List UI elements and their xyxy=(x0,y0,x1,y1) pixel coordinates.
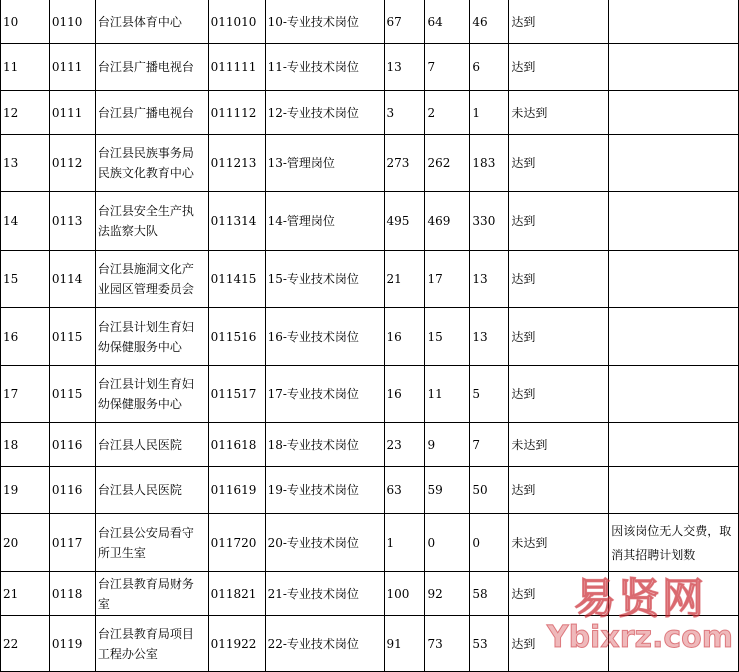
unit-code-cell: 0116 xyxy=(49,467,95,514)
table-row xyxy=(1,91,739,135)
count-1-cell: 16 xyxy=(384,366,425,423)
unit-code-cell: 0116 xyxy=(49,423,95,467)
unit-code-cell: 0110 xyxy=(49,0,95,44)
position-name-cell: 19-专业技术岗位 xyxy=(265,467,384,514)
count-2-cell: 0 xyxy=(425,514,470,572)
remark-cell: 因该岗位无人交费，取消其招聘计划数 xyxy=(609,514,739,572)
status-cell: 达到 xyxy=(509,572,609,616)
position-code-cell: 011821 xyxy=(208,572,265,616)
count-3-cell: 13 xyxy=(470,308,509,366)
table-row xyxy=(1,251,739,308)
position-name-cell: 22-专业技术岗位 xyxy=(265,616,384,672)
table-row xyxy=(1,467,739,514)
remark-cell xyxy=(609,308,739,366)
status-cell: 达到 xyxy=(509,251,609,308)
position-name-cell: 10-专业技术岗位 xyxy=(265,0,384,44)
count-2-cell: 73 xyxy=(425,616,470,672)
watermark-cn: 易贤网 xyxy=(573,574,706,623)
unit-code-cell: 0117 xyxy=(49,514,95,572)
position-name-cell: 16-专业技术岗位 xyxy=(265,308,384,366)
position-code-cell: 011111 xyxy=(208,44,265,91)
position-name-cell: 20-专业技术岗位 xyxy=(265,514,384,572)
count-1-cell: 1 xyxy=(384,514,425,572)
row-number-cell: 22 xyxy=(1,616,50,672)
watermark-logo xyxy=(547,576,733,654)
unit-name-cell: 台江县民族事务局民族文化教育中心 xyxy=(95,135,208,192)
status-cell: 达到 xyxy=(509,467,609,514)
remark-cell xyxy=(609,0,739,44)
remark-cell xyxy=(609,366,739,423)
count-3-cell: 330 xyxy=(470,192,509,251)
row-number-cell: 21 xyxy=(1,572,50,616)
position-code-cell: 011010 xyxy=(208,0,265,44)
count-2-cell: 11 xyxy=(425,366,470,423)
row-number-cell: 11 xyxy=(1,44,50,91)
count-2-cell: 15 xyxy=(425,308,470,366)
remark-cell xyxy=(609,44,739,91)
count-1-cell: 91 xyxy=(384,616,425,672)
count-3-cell: 58 xyxy=(470,572,509,616)
unit-code-cell: 0115 xyxy=(49,366,95,423)
position-name-cell: 12-专业技术岗位 xyxy=(265,91,384,135)
count-2-cell: 2 xyxy=(425,91,470,135)
unit-name-cell: 台江县计划生育妇幼保健服务中心 xyxy=(95,308,208,366)
row-number-cell: 10 xyxy=(1,0,50,44)
remark-cell xyxy=(609,251,739,308)
row-number-cell: 17 xyxy=(1,366,50,423)
table-row xyxy=(1,192,739,251)
unit-name-cell: 台江县教育局项目工程办公室 xyxy=(95,616,208,672)
count-1-cell: 100 xyxy=(384,572,425,616)
count-2-cell: 262 xyxy=(425,135,470,192)
count-3-cell: 46 xyxy=(470,0,509,44)
row-number-cell: 15 xyxy=(1,251,50,308)
count-2-cell: 17 xyxy=(425,251,470,308)
unit-name-cell: 台江县广播电视台 xyxy=(95,91,208,135)
position-name-cell: 17-专业技术岗位 xyxy=(265,366,384,423)
status-cell: 未达到 xyxy=(509,91,609,135)
status-cell: 达到 xyxy=(509,192,609,251)
count-1-cell: 495 xyxy=(384,192,425,251)
status-cell: 未达到 xyxy=(509,514,609,572)
unit-name-cell: 台江县人民医院 xyxy=(95,423,208,467)
count-1-cell: 13 xyxy=(384,44,425,91)
count-2-cell: 469 xyxy=(425,192,470,251)
unit-code-cell: 0115 xyxy=(49,308,95,366)
position-code-cell: 011415 xyxy=(208,251,265,308)
position-name-cell: 18-专业技术岗位 xyxy=(265,423,384,467)
position-name-cell: 11-专业技术岗位 xyxy=(265,44,384,91)
count-1-cell: 63 xyxy=(384,467,425,514)
unit-name-cell: 台江县公安局看守所卫生室 xyxy=(95,514,208,572)
position-code-cell: 011619 xyxy=(208,467,265,514)
position-code-cell: 011720 xyxy=(208,514,265,572)
table-row xyxy=(1,135,739,192)
row-number-cell: 14 xyxy=(1,192,50,251)
count-3-cell: 7 xyxy=(470,423,509,467)
position-name-cell: 21-专业技术岗位 xyxy=(265,572,384,616)
count-2-cell: 59 xyxy=(425,467,470,514)
unit-code-cell: 0118 xyxy=(49,572,95,616)
table-row xyxy=(1,423,739,467)
unit-name-cell: 台江县教育局财务室 xyxy=(95,572,208,616)
table-row xyxy=(1,308,739,366)
position-code-cell: 011314 xyxy=(208,192,265,251)
count-1-cell: 21 xyxy=(384,251,425,308)
count-2-cell: 92 xyxy=(425,572,470,616)
status-cell: 达到 xyxy=(509,366,609,423)
table-row xyxy=(1,0,739,44)
row-number-cell: 19 xyxy=(1,467,50,514)
position-code-cell: 011213 xyxy=(208,135,265,192)
remark-cell xyxy=(609,423,739,467)
count-3-cell: 13 xyxy=(470,251,509,308)
table-body xyxy=(1,0,739,672)
row-number-cell: 12 xyxy=(1,91,50,135)
unit-name-cell: 台江县体育中心 xyxy=(95,0,208,44)
position-name-cell: 13-管理岗位 xyxy=(265,135,384,192)
table-row xyxy=(1,44,739,91)
remark-cell xyxy=(609,91,739,135)
status-cell: 达到 xyxy=(509,0,609,44)
count-3-cell: 1 xyxy=(470,91,509,135)
row-number-cell: 13 xyxy=(1,135,50,192)
count-1-cell: 16 xyxy=(384,308,425,366)
watermark-en: Ybixrz.com xyxy=(546,620,733,655)
count-1-cell: 23 xyxy=(384,423,425,467)
status-cell: 达到 xyxy=(509,616,609,672)
unit-code-cell: 0114 xyxy=(49,251,95,308)
unit-name-cell: 台江县广播电视台 xyxy=(95,44,208,91)
position-code-cell: 011618 xyxy=(208,423,265,467)
count-3-cell: 183 xyxy=(470,135,509,192)
unit-code-cell: 0111 xyxy=(49,91,95,135)
count-1-cell: 3 xyxy=(384,91,425,135)
row-number-cell: 18 xyxy=(1,423,50,467)
count-3-cell: 6 xyxy=(470,44,509,91)
unit-code-cell: 0119 xyxy=(49,616,95,672)
unit-code-cell: 0113 xyxy=(49,192,95,251)
unit-name-cell: 台江县计划生育妇幼保健服务中心 xyxy=(95,366,208,423)
count-1-cell: 67 xyxy=(384,0,425,44)
unit-code-cell: 0112 xyxy=(49,135,95,192)
position-name-cell: 15-专业技术岗位 xyxy=(265,251,384,308)
position-code-cell: 011516 xyxy=(208,308,265,366)
position-code-cell: 011112 xyxy=(208,91,265,135)
count-3-cell: 50 xyxy=(470,467,509,514)
status-cell: 达到 xyxy=(509,135,609,192)
unit-name-cell: 台江县安全生产执法监察大队 xyxy=(95,192,208,251)
count-3-cell: 5 xyxy=(470,366,509,423)
position-code-cell: 011922 xyxy=(208,616,265,672)
row-number-cell: 16 xyxy=(1,308,50,366)
status-cell: 达到 xyxy=(509,44,609,91)
table-row xyxy=(1,366,739,423)
remark-cell xyxy=(609,192,739,251)
table-row xyxy=(1,514,739,572)
status-cell: 未达到 xyxy=(509,423,609,467)
row-number-cell: 20 xyxy=(1,514,50,572)
position-name-cell: 14-管理岗位 xyxy=(265,192,384,251)
count-2-cell: 9 xyxy=(425,423,470,467)
count-1-cell: 273 xyxy=(384,135,425,192)
count-3-cell: 53 xyxy=(470,616,509,672)
position-code-cell: 011517 xyxy=(208,366,265,423)
unit-name-cell: 台江县施洞文化产业园区管理委员会 xyxy=(95,251,208,308)
count-2-cell: 64 xyxy=(425,0,470,44)
status-cell: 达到 xyxy=(509,308,609,366)
unit-code-cell: 0111 xyxy=(49,44,95,91)
unit-name-cell: 台江县人民医院 xyxy=(95,467,208,514)
count-2-cell: 7 xyxy=(425,44,470,91)
count-3-cell: 0 xyxy=(470,514,509,572)
remark-cell xyxy=(609,135,739,192)
remark-cell xyxy=(609,467,739,514)
